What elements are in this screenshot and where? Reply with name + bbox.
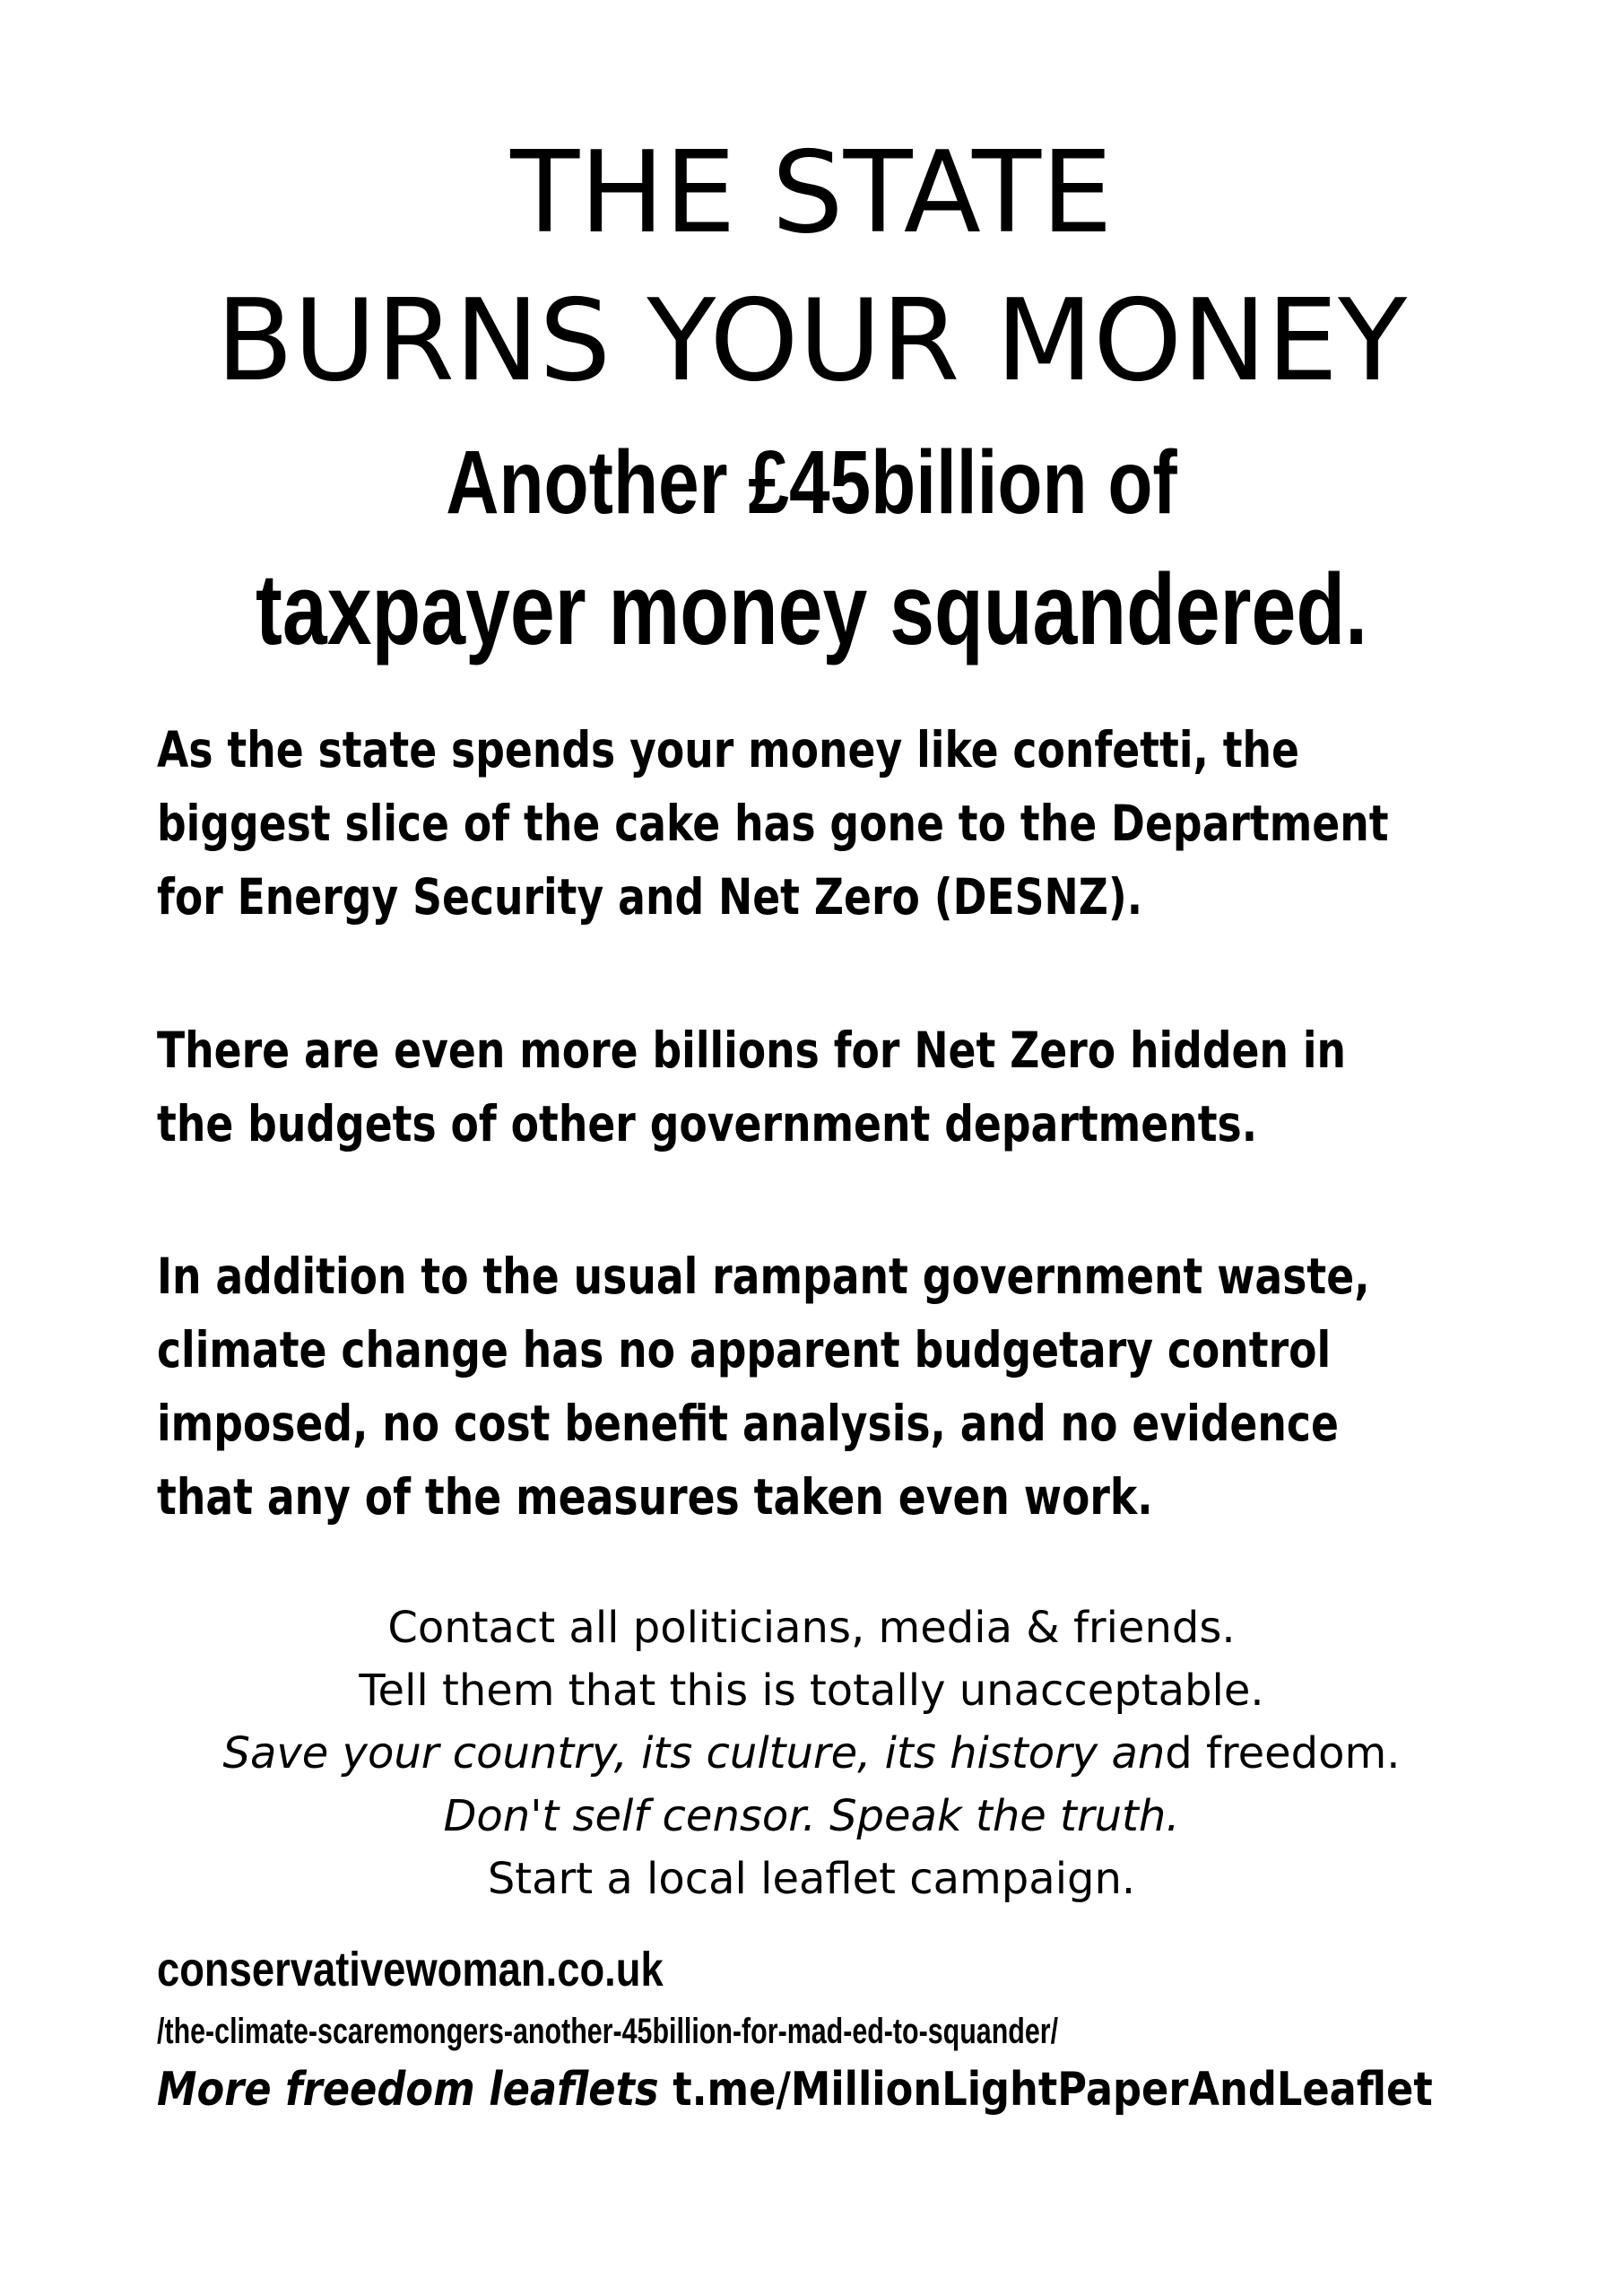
paragraph-line: There are even more billions for Net Zero hidden in <box>157 1022 1347 1079</box>
cta-line-contact: Contact all politicians, media & friends. <box>387 1603 1236 1653</box>
paragraph-hidden-billions <box>157 1013 1520 1161</box>
cta-line-tell: Tell them that this is totally unacceptable. <box>359 1665 1264 1716</box>
paragraph-line: biggest slice of the cake has gone to the Department <box>157 795 1389 852</box>
paragraph-line: imposed, no cost benefit analysis, and no evidence <box>157 1395 1339 1452</box>
call-to-action <box>0 1596 1623 1910</box>
headline-line-2: BURNS YOUR MONEY <box>215 274 1408 406</box>
cta-line-truth: Don't self censor. Speak the truth. <box>443 1791 1180 1841</box>
cta-save-normal: d freedom. <box>1165 1728 1401 1779</box>
more-leaflets <box>157 2058 1433 2121</box>
paragraph-line: climate change has no apparent budgetary control <box>157 1321 1332 1378</box>
more-leaflets-link: t.me/MillionLightPaperAndLeaflet <box>673 2063 1433 2117</box>
paragraph-waste <box>157 1239 1520 1534</box>
source-site: conservativewoman.co.uk <box>157 1943 664 1996</box>
paragraph-line: that any of the measures taken even work. <box>157 1468 1153 1526</box>
headline-line-1: THE STATE <box>510 126 1113 258</box>
cta-save-italic: Save your country, its culture, its history an <box>222 1728 1166 1779</box>
subheadline-line-1: Another £45billion of <box>446 432 1177 533</box>
paragraph-line: As the state spends your money like confetti, the <box>157 721 1299 778</box>
source-path: /the-climate-scaremongers-another-45billion-for-mad-ed-to-squander/ <box>157 2012 1059 2051</box>
cta-line-save <box>0 1722 1623 1785</box>
subheadline-line-2: taxpayer money squandered. <box>256 553 1367 665</box>
paragraph-desnz <box>157 713 1520 934</box>
cta-line-campaign: Start a local leaflet campaign. <box>487 1854 1136 1904</box>
paragraph-line: for Energy Security and Net Zero (DESNZ). <box>157 868 1143 926</box>
more-leaflets-label: More freedom leaflets <box>157 2063 659 2117</box>
paragraph-line: the budgets of other government departments. <box>157 1095 1258 1152</box>
paragraph-line: In addition to the usual rampant government waste, <box>157 1248 1370 1305</box>
